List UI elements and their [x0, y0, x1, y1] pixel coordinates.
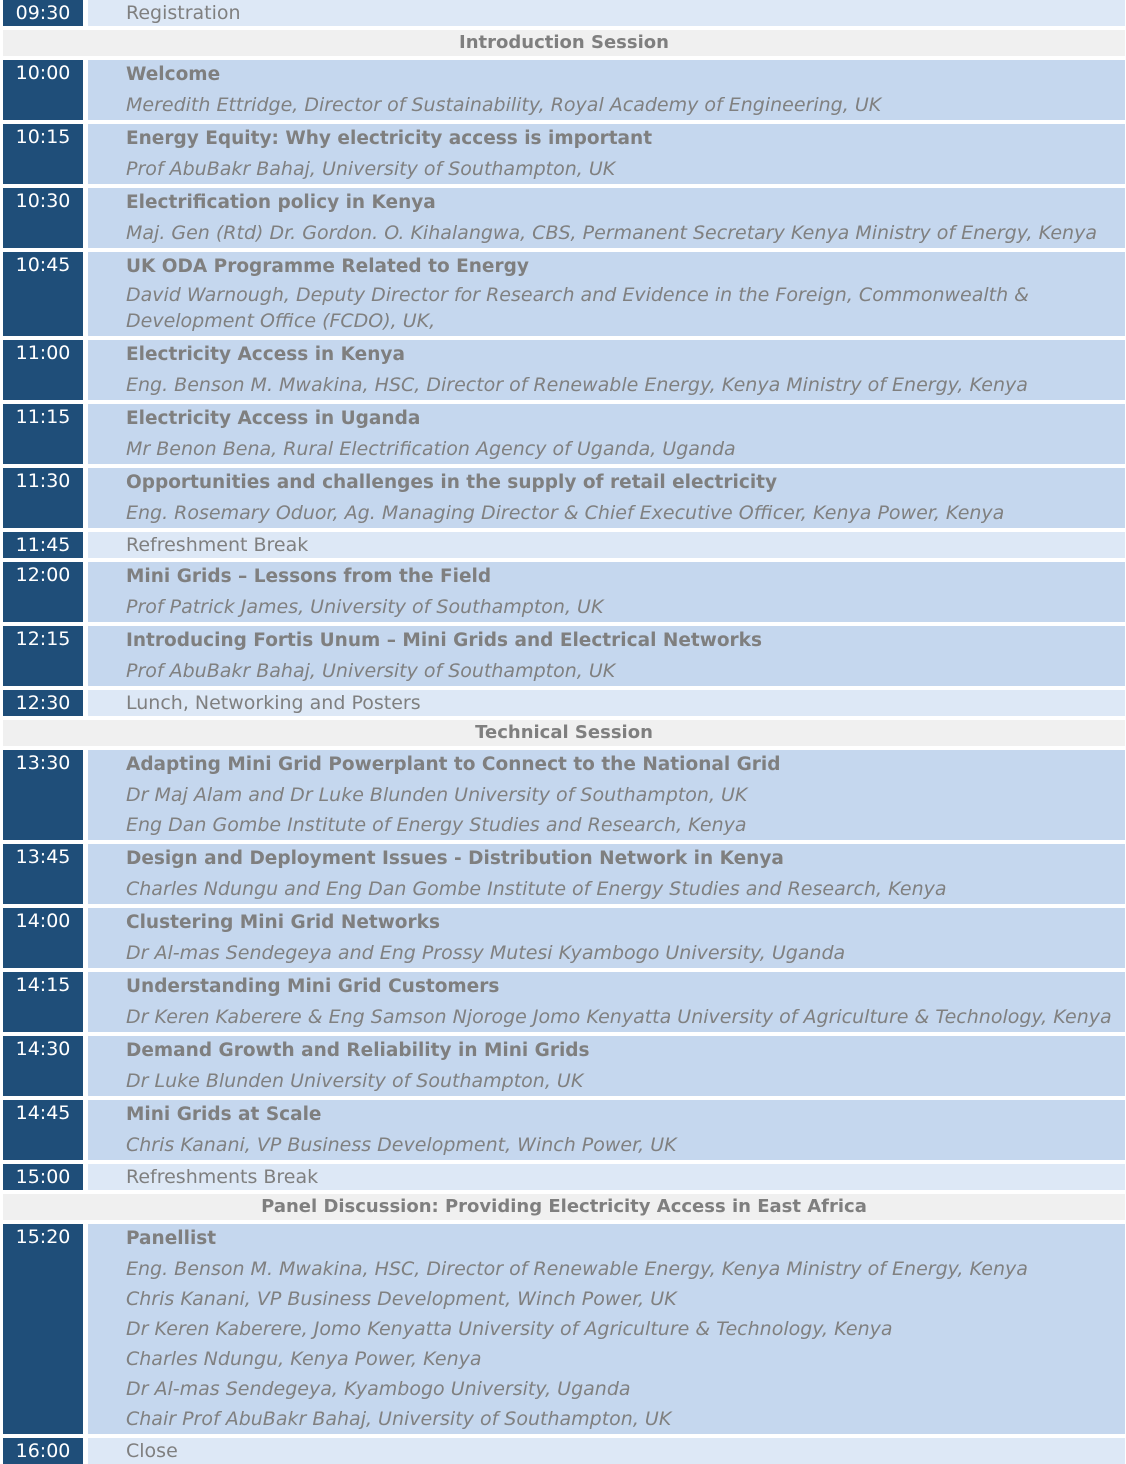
talk-title: Electrification policy in Kenya	[126, 192, 436, 213]
time-cell: 14:30	[3, 1036, 83, 1096]
talk-details	[88, 404, 1125, 464]
time-cell: 12:15	[3, 626, 83, 686]
speaker-line: Dr Maj Alam and Dr Luke Blunden University of Southampton, UK	[126, 784, 748, 806]
time-cell: 15:00	[3, 1164, 83, 1190]
time-cell: 16:00	[3, 1438, 83, 1464]
speaker-line: Eng. Rosemary Oduor, Ag. Managing Director & Chief Executive Officer, Kenya Power, Kenya	[126, 502, 1005, 524]
speaker-line: Charles Ndungu and Eng Dan Gombe Institute of Energy Studies and Research, Kenya	[126, 878, 947, 900]
agenda-talk-row	[3, 340, 1125, 400]
talk-details	[88, 1100, 1125, 1160]
agenda-simple-row	[3, 0, 1125, 26]
talk-details	[88, 626, 1125, 686]
talk-title: UK ODA Programme Related to Energy	[126, 256, 529, 277]
break-label: Lunch, Networking and Posters	[88, 690, 1125, 716]
time-cell: 14:45	[3, 1100, 83, 1160]
speaker-line: David Warnough, Deputy Director for Research and Evidence in the Foreign, Commonwealth & Development Office (FCDO), UK,	[126, 284, 1030, 332]
talk-title: Panellist	[126, 1228, 217, 1249]
agenda-simple-row	[3, 1164, 1125, 1190]
talk-title: Introducing Fortis Unum – Mini Grids and Electrical Networks	[126, 630, 762, 651]
speaker-line: Prof AbuBakr Bahaj, University of Southampton, UK	[126, 158, 616, 180]
talk-title: Energy Equity: Why electricity access is important	[126, 128, 653, 149]
agenda-simple-row	[3, 1438, 1125, 1464]
talk-title: Electricity Access in Uganda	[126, 408, 421, 429]
agenda-talk-row	[3, 844, 1125, 904]
time-cell: 13:45	[3, 844, 83, 904]
talk-details	[88, 844, 1125, 904]
speaker-line: Prof Patrick James, University of Southampton, UK	[126, 596, 604, 618]
agenda-talk-row	[3, 252, 1125, 336]
speaker-line: Maj. Gen (Rtd) Dr. Gordon. O. Kihalangwa, CBS, Permanent Secretary Kenya Ministry of Energy, Kenya	[126, 222, 1097, 244]
agenda-talk-row	[3, 404, 1125, 464]
talk-details	[88, 252, 1125, 336]
time-cell: 11:15	[3, 404, 83, 464]
talk-title: Electricity Access in Kenya	[126, 344, 405, 365]
break-label: Close	[88, 1438, 1125, 1464]
agenda-talk-row	[3, 60, 1125, 120]
break-label: Refreshment Break	[88, 532, 1125, 558]
talk-details	[88, 188, 1125, 248]
time-cell: 15:20	[3, 1224, 83, 1434]
agenda-talk-row	[3, 188, 1125, 248]
speaker-line: Dr Al-mas Sendegeya and Eng Prossy Mutesi Kyambogo University, Uganda	[126, 942, 846, 964]
time-cell: 11:45	[3, 532, 83, 558]
speaker-line: Chris Kanani, VP Business Development, Winch Power, UK	[126, 1134, 677, 1156]
talk-details	[88, 908, 1125, 968]
talk-details	[88, 562, 1125, 622]
time-cell: 14:15	[3, 972, 83, 1032]
speaker-line: Chair Prof AbuBakr Bahaj, University of Southampton, UK	[126, 1408, 672, 1430]
talk-details	[88, 972, 1125, 1032]
break-label: Refreshments Break	[88, 1164, 1125, 1190]
speaker-line: Meredith Ettridge, Director of Sustainability, Royal Academy of Engineering, UK	[126, 94, 882, 116]
agenda-talk-row	[3, 562, 1125, 622]
time-cell: 10:00	[3, 60, 83, 120]
speaker-line: Mr Benon Bena, Rural Electrification Agency of Uganda, Uganda	[126, 438, 736, 460]
talk-details	[88, 1036, 1125, 1096]
session-header: Introduction Session	[3, 30, 1125, 56]
agenda-talk-row	[3, 1036, 1125, 1096]
time-cell: 10:45	[3, 252, 83, 336]
break-label: Registration	[88, 0, 1125, 26]
speaker-line: Dr Al-mas Sendegeya, Kyambogo University, Uganda	[126, 1378, 631, 1400]
speaker-line: Prof AbuBakr Bahaj, University of Southampton, UK	[126, 660, 616, 682]
time-cell: 09:30	[3, 0, 83, 26]
speaker-line: Eng. Benson M. Mwakina, HSC, Director of Renewable Energy, Kenya Ministry of Energy, Kenya	[126, 1258, 1028, 1280]
time-cell: 11:30	[3, 468, 83, 528]
talk-details	[88, 60, 1125, 120]
session-header: Panel Discussion: Providing Electricity Access in East Africa	[3, 1194, 1125, 1220]
talk-title: Clustering Mini Grid Networks	[126, 912, 440, 933]
talk-details	[88, 124, 1125, 184]
talk-title: Welcome	[126, 64, 221, 85]
speaker-line: Charles Ndungu, Kenya Power, Kenya	[126, 1348, 482, 1370]
agenda-talk-row	[3, 750, 1125, 840]
time-cell: 12:00	[3, 562, 83, 622]
time-cell: 12:30	[3, 690, 83, 716]
speaker-line: Dr Luke Blunden University of Southampton, UK	[126, 1070, 584, 1092]
talk-title: Mini Grids – Lessons from the Field	[126, 566, 492, 587]
agenda-simple-row	[3, 690, 1125, 716]
talk-title: Adapting Mini Grid Powerplant to Connect to the National Grid	[126, 754, 781, 775]
speaker-line: Dr Keren Kaberere, Jomo Kenyatta University of Agriculture & Technology, Kenya	[126, 1318, 893, 1340]
agenda-talk-row	[3, 1100, 1125, 1160]
talk-details	[88, 750, 1125, 840]
talk-title: Design and Deployment Issues - Distribution Network in Kenya	[126, 848, 784, 869]
time-cell: 13:30	[3, 750, 83, 840]
talk-details	[88, 1224, 1125, 1434]
agenda-talk-row	[3, 124, 1125, 184]
talk-title: Understanding Mini Grid Customers	[126, 976, 500, 997]
talk-title: Mini Grids at Scale	[126, 1104, 322, 1125]
agenda-talk-row	[3, 972, 1125, 1032]
talk-title: Opportunities and challenges in the supply of retail electricity	[126, 472, 778, 493]
time-cell: 11:00	[3, 340, 83, 400]
time-cell: 10:15	[3, 124, 83, 184]
session-header: Technical Session	[3, 720, 1125, 746]
agenda-talk-row	[3, 626, 1125, 686]
talk-details	[88, 468, 1125, 528]
time-cell: 14:00	[3, 908, 83, 968]
speaker-line: Eng. Benson M. Mwakina, HSC, Director of Renewable Energy, Kenya Ministry of Energy, Kenya	[126, 374, 1028, 396]
agenda-talk-row	[3, 908, 1125, 968]
talk-title: Demand Growth and Reliability in Mini Grids	[126, 1040, 590, 1061]
speaker-line: Eng Dan Gombe Institute of Energy Studies and Research, Kenya	[126, 814, 747, 836]
speaker-line: Dr Keren Kaberere & Eng Samson Njoroge Jomo Kenyatta University of Agriculture & Technology, Kenya	[126, 1006, 1112, 1028]
agenda-talk-row	[3, 1224, 1125, 1434]
agenda-talk-row	[3, 468, 1125, 528]
talk-details	[88, 340, 1125, 400]
agenda-simple-row	[3, 532, 1125, 558]
speaker-line: Chris Kanani, VP Business Development, Winch Power, UK	[126, 1288, 677, 1310]
time-cell: 10:30	[3, 188, 83, 248]
